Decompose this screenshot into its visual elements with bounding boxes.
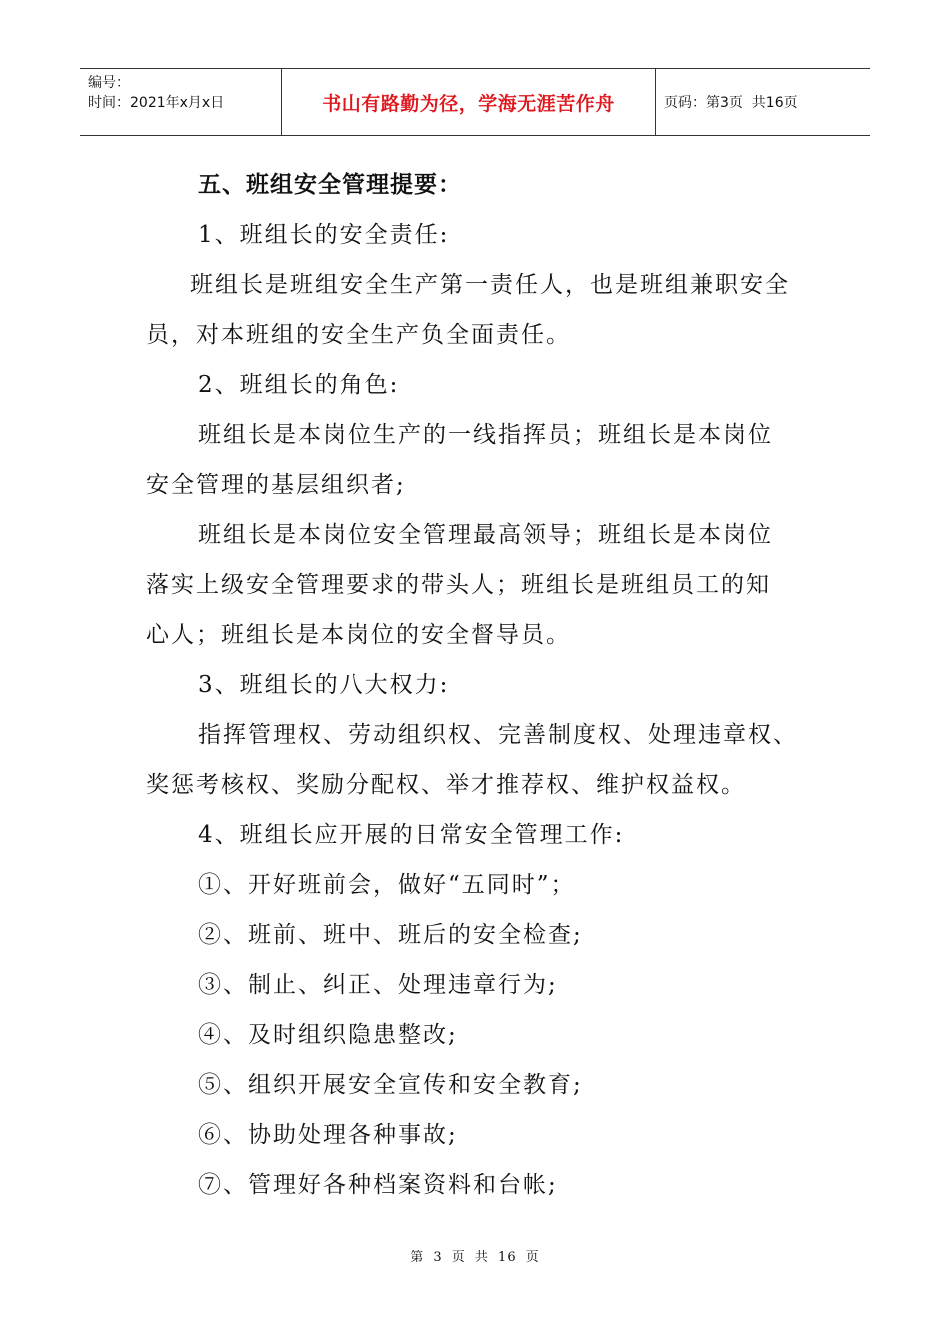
header-meta-cell xyxy=(80,69,282,135)
item2-paragraph-line: 安全管理的基层组织者; xyxy=(146,472,406,498)
document-header xyxy=(80,68,870,136)
item2-paragraph-line: 班组长是本岗位生产的一线指挥员；班组长是本岗位 xyxy=(198,422,773,448)
item2-paragraph-line: 心人；班组长是本岗位的安全督导员。 xyxy=(146,622,571,648)
item1-title: 1、班组长的安全责任: xyxy=(198,222,450,248)
item1-paragraph-line: 员，对本班组的安全生产负全面责任。 xyxy=(146,322,571,348)
item2-title: 2、班组长的角色: xyxy=(198,372,400,398)
item2-paragraph-line: 班组长是本岗位安全管理最高领导；班组长是本岗位 xyxy=(198,522,773,548)
item3-title: 3、班组长的八大权力: xyxy=(198,672,450,698)
header-page-info: 页码：第3页 共16页 xyxy=(664,95,798,111)
task-item: ⑤、组织开展安全宣传和安全教育; xyxy=(198,1072,583,1098)
document-time-label: 时间：2021年x月x日 xyxy=(88,95,225,111)
header-motto-cell xyxy=(282,69,656,135)
item1-paragraph-line: 班组长是班组安全生产第一责任人，也是班组兼职安全 xyxy=(190,272,790,298)
task-item: ⑦、管理好各种档案资料和台帐; xyxy=(198,1172,558,1198)
item4-title: 4、班组长应开展的日常安全管理工作: xyxy=(198,822,625,848)
header-page-cell xyxy=(656,69,870,135)
page-footer: 第 3 页 共 16 页 xyxy=(410,1250,540,1265)
task-item: ⑥、协助处理各种事故; xyxy=(198,1122,458,1148)
item3-paragraph-line: 奖惩考核权、奖励分配权、举才推荐权、维护权益权。 xyxy=(146,772,746,798)
item3-paragraph-line: 指挥管理权、劳动组织权、完善制度权、处理违章权、 xyxy=(198,722,798,748)
section-title: 五、班组安全管理提要： xyxy=(198,172,462,198)
item2-paragraph-line: 落实上级安全管理要求的带头人；班组长是班组员工的知 xyxy=(146,572,771,598)
header-motto: 书山有路勤为径，学海无涯苦作舟 xyxy=(322,92,615,115)
task-item: ③、制止、纠正、处理违章行为; xyxy=(198,972,558,998)
document-number-label: 编号： xyxy=(88,75,130,91)
task-item: ②、班前、班中、班后的安全检查; xyxy=(198,922,583,948)
task-item: ④、及时组织隐患整改; xyxy=(198,1022,458,1048)
document-body xyxy=(146,160,818,1210)
task-item: ①、开好班前会，做好“五同时”； xyxy=(198,872,576,898)
